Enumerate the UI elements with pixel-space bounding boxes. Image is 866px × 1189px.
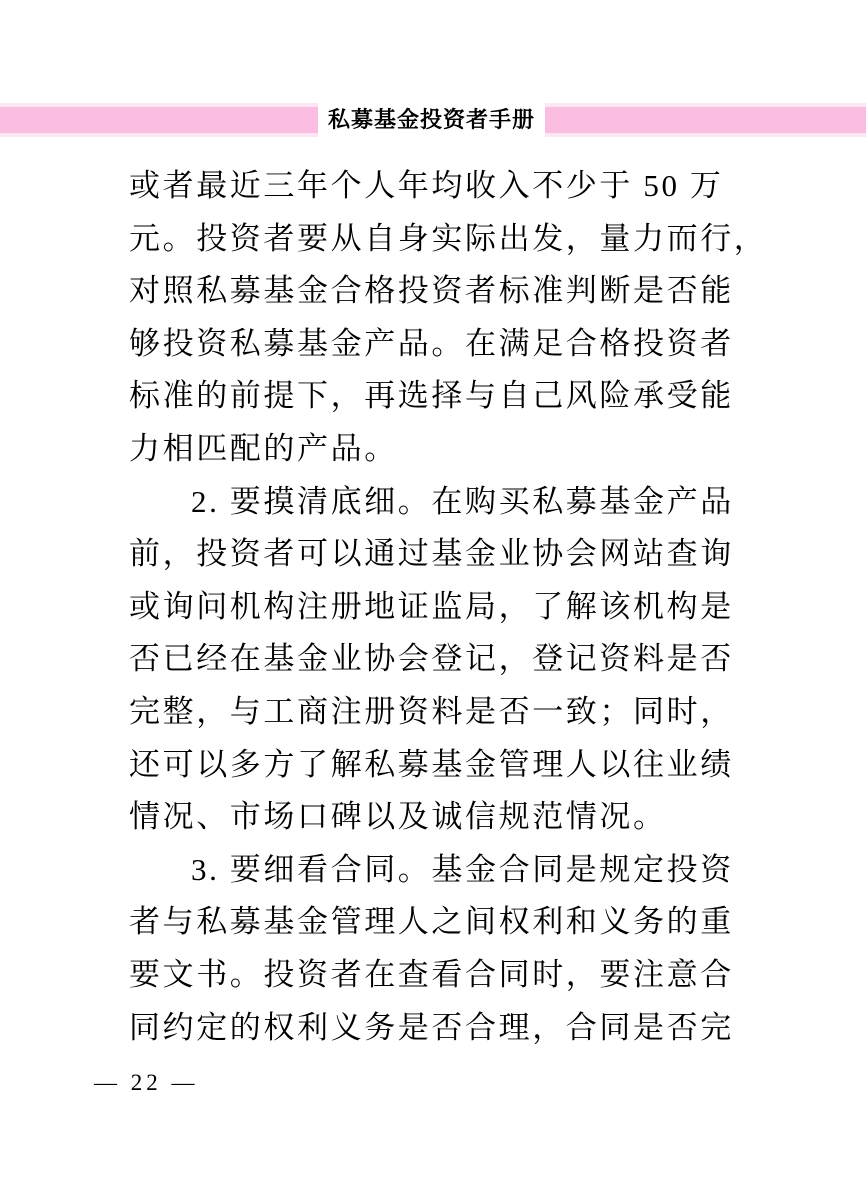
text-line: 前，投资者可以通过基金业协会网站查询: [129, 536, 734, 572]
text-line: 2. 要摸清底细。在购买私募基金产品: [191, 483, 734, 519]
header-rule-right: [545, 103, 866, 137]
text-line: 标准的前提下，再选择与自己风险承受能: [129, 378, 734, 414]
text-line: 3. 要细看合同。基金合同是规定投资: [191, 851, 734, 887]
text-line: 要文书。投资者在查看合同时，要注意合: [129, 956, 734, 992]
text-line: 力相匹配的产品。: [129, 430, 398, 466]
page-number: — 22 —: [94, 1070, 199, 1095]
text-line: 或询问机构注册地证监局，了解该机构是: [129, 588, 734, 624]
text-line: 情况、市场口碑以及诚信规范情况。: [129, 799, 667, 835]
running-head: [0, 103, 866, 137]
text-line: 者与私募基金管理人之间权利和义务的重: [129, 904, 734, 940]
header-rule-left: [0, 103, 318, 137]
text-line: 否已经在基金业协会登记，登记资料是否: [129, 641, 734, 677]
text-line: 对照私募基金合格投资者标准判断是否能: [129, 273, 734, 309]
text-line: 够投资私募基金产品。在满足合格投资者: [129, 325, 734, 361]
body-text: [129, 160, 768, 1054]
text-line: 元。投资者要从自身实际出发，量力而行，: [129, 220, 768, 256]
text-line: 同约定的权利义务是否合理，合同是否完: [129, 1009, 734, 1045]
text-line: 还可以多方了解私募基金管理人以往业绩: [129, 746, 734, 782]
running-head-title: 私募基金投资者手册: [327, 107, 535, 132]
text-line: 或者最近三年个人年均收入不少于 50 万: [129, 168, 724, 203]
text-line: 完整，与工商注册资料是否一致；同时，: [129, 693, 734, 729]
